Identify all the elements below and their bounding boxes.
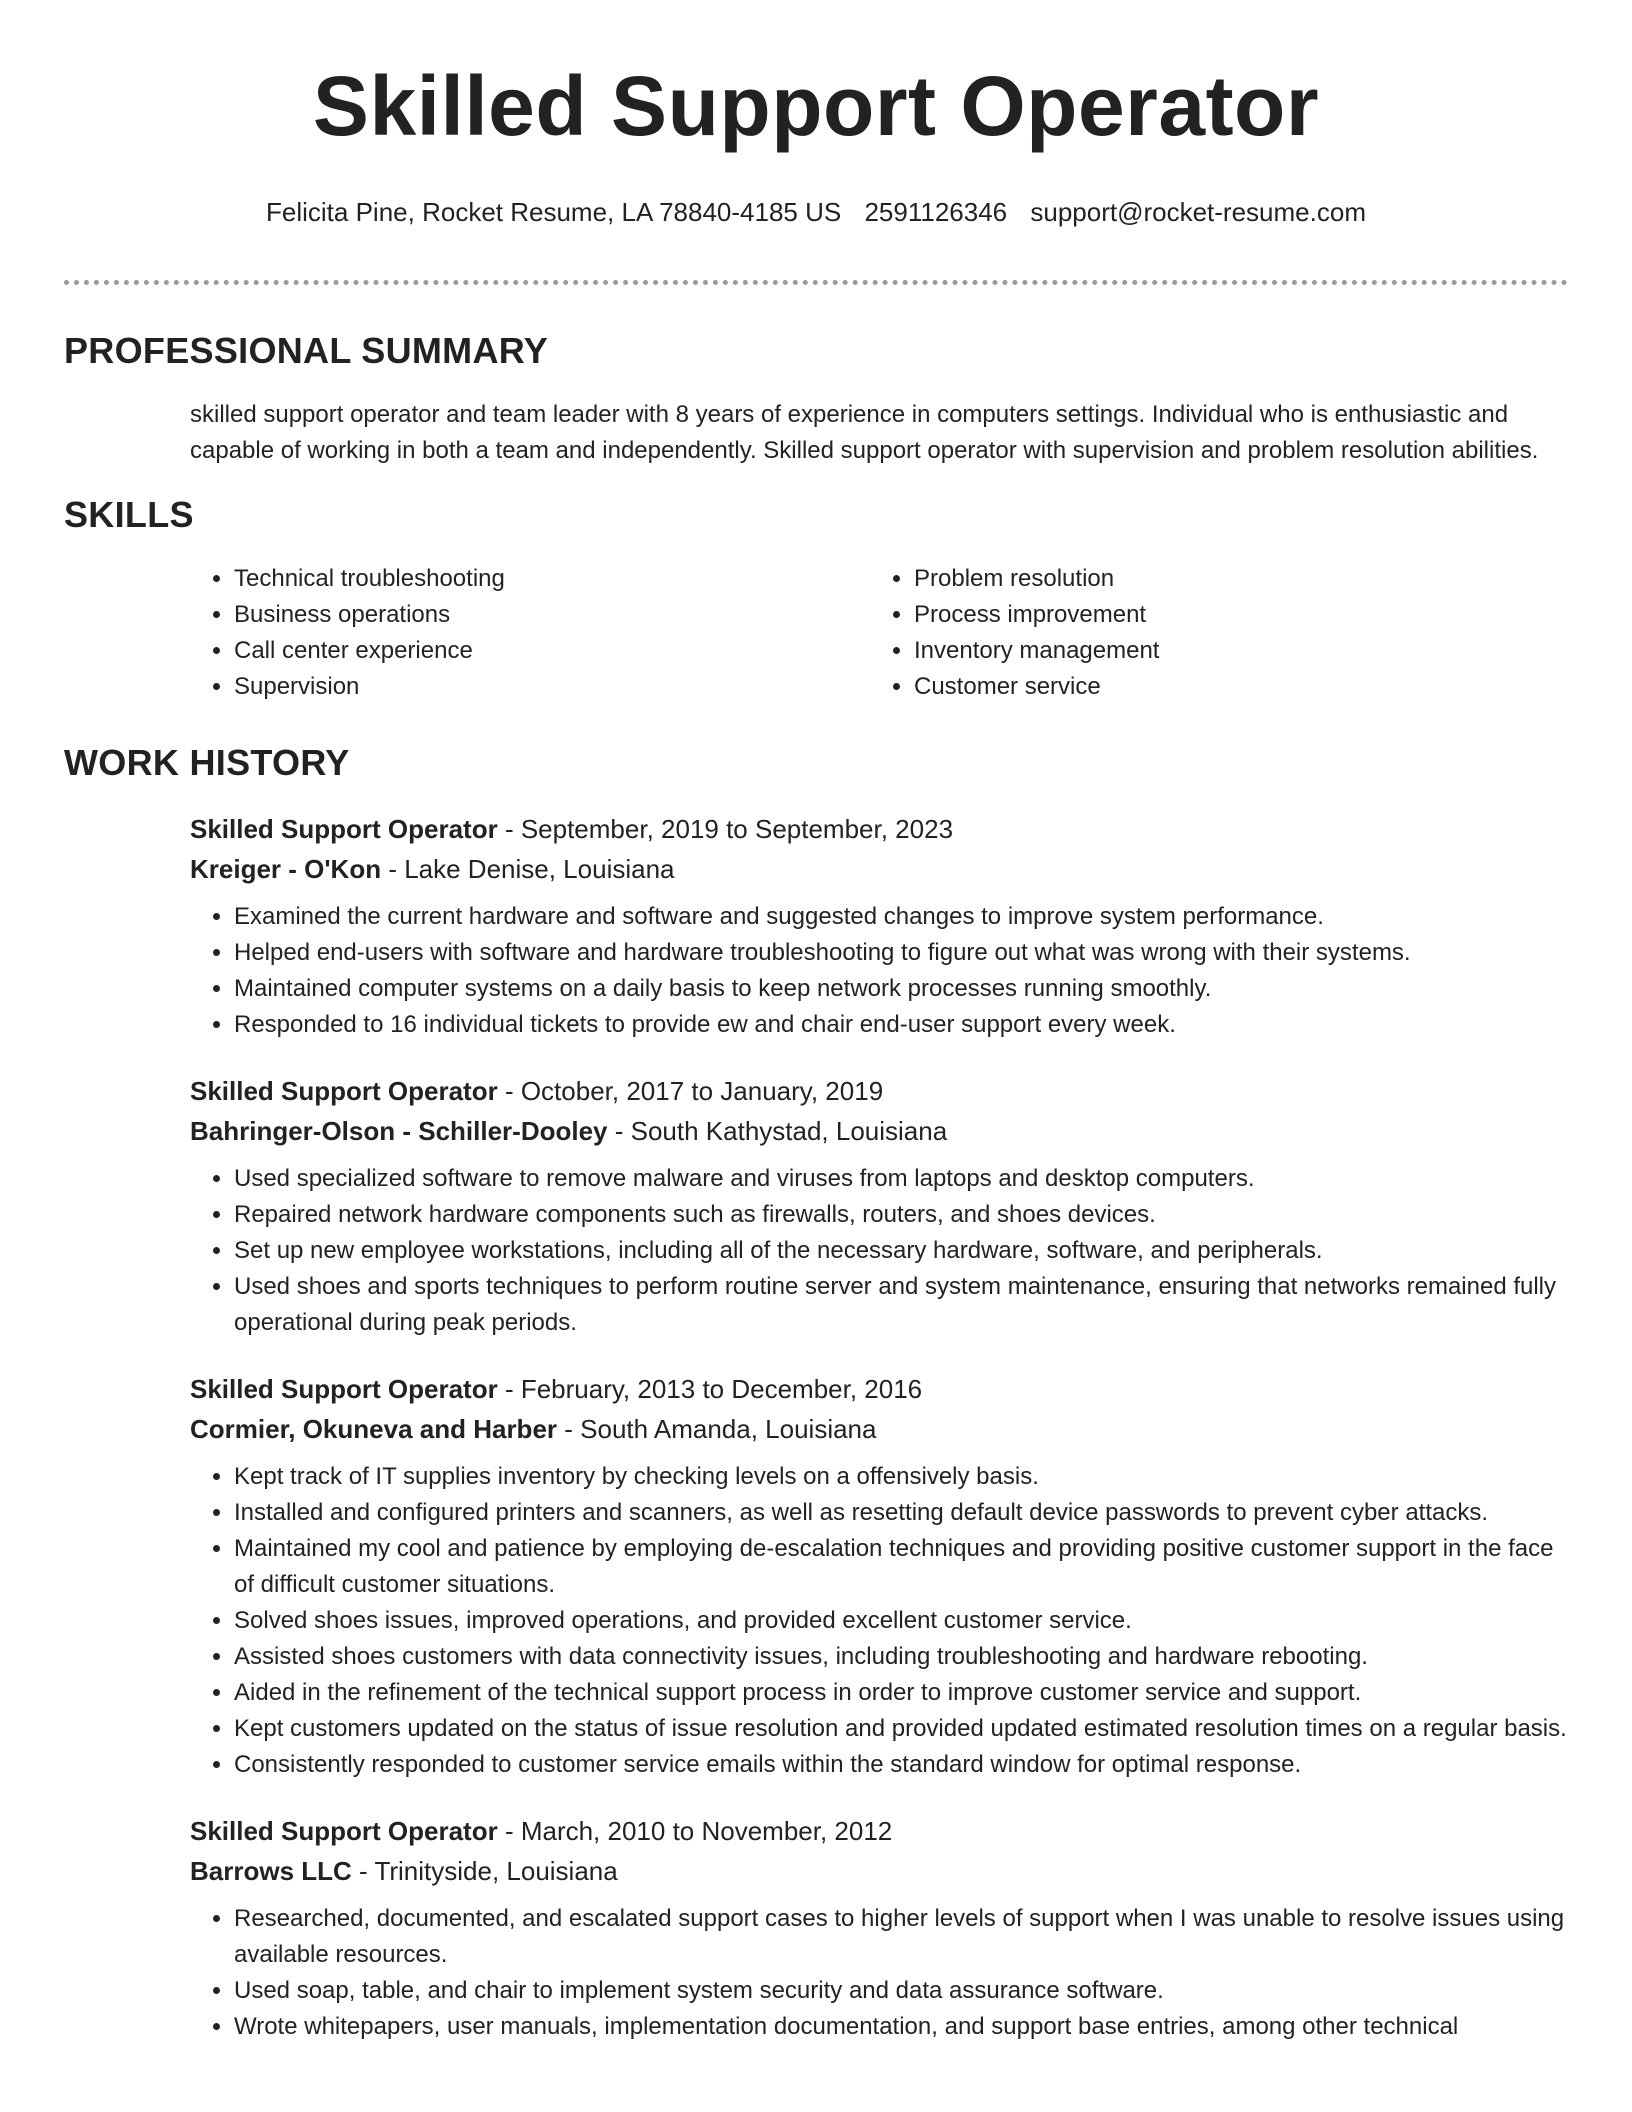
- job-company-line: [190, 849, 1568, 889]
- job-dates: - March, 2010 to November, 2012: [497, 1816, 893, 1846]
- job-location: - Trinityside, Louisiana: [351, 1856, 618, 1886]
- contact-phone: 2591126346: [864, 197, 1008, 227]
- job-title: Skilled Support Operator: [190, 1816, 498, 1846]
- skill-item: • Customer service: [914, 669, 1550, 705]
- job-title-line: [190, 1071, 1568, 1111]
- job-location: - Lake Denise, Louisiana: [381, 854, 675, 884]
- job-bullet: • Maintained my cool and patience by employing de-escalation techniques and providing positive customer support in the face of difficult customer situations.: [234, 1531, 1568, 1603]
- job-bullets: [190, 1459, 1568, 1783]
- job-dates: - February, 2013 to December, 2016: [497, 1374, 923, 1404]
- skills-list-left: [190, 561, 870, 705]
- job-company: Barrows LLC: [190, 1856, 352, 1886]
- job-bullet: • Used soap, table, and chair to implement system security and data assurance software.: [234, 1973, 1568, 2009]
- skill-item: • Inventory management: [914, 633, 1550, 669]
- work-section: [0, 741, 1632, 2045]
- job-bullet: • Solved shoes issues, improved operations, and provided excellent customer service.: [234, 1603, 1568, 1639]
- skill-item: • Supervision: [234, 669, 870, 705]
- skills-grid: [190, 561, 1568, 705]
- job-bullet: • Helped end-users with software and hardware troubleshooting to figure out what was wrong with their systems.: [234, 935, 1568, 971]
- job-bullet: • Installed and configured printers and scanners, as well as resetting default device passwords to prevent cyber attacks.: [234, 1495, 1568, 1531]
- resume-name: Skilled Support Operator: [312, 59, 1320, 153]
- job-location: - South Amanda, Louisiana: [557, 1414, 877, 1444]
- contact-email: support@rocket-resume.com: [1030, 197, 1366, 227]
- skills-heading: SKILLS: [64, 494, 194, 535]
- job-company: Cormier, Okuneva and Harber: [190, 1414, 558, 1444]
- work-heading: WORK HISTORY: [64, 742, 350, 783]
- skill-item: • Call center experience: [234, 633, 870, 669]
- summary-text: skilled support operator and team leader with 8 years of experience in computers settings. Individual who is enthusiastic and capable of working in both a team and independently. Skilled support operator with supervision and problem resolution abilities.: [190, 401, 1539, 464]
- job-company-line: [190, 1851, 1568, 1891]
- job-entry: [190, 1071, 1568, 1341]
- job-bullet: • Used specialized software to remove malware and viruses from laptops and desktop computers.: [234, 1161, 1568, 1197]
- contact-address: Felicita Pine, Rocket Resume, LA 78840-4185 US: [266, 197, 842, 227]
- job-title-line: [190, 1369, 1568, 1409]
- job-bullet: • Assisted shoes customers with data connectivity issues, including troubleshooting and hardware rebooting.: [234, 1639, 1568, 1675]
- job-dates: - October, 2017 to January, 2019: [497, 1076, 884, 1106]
- job-dates: - September, 2019 to September, 2023: [497, 814, 954, 844]
- summary-section: [0, 329, 1632, 469]
- job-bullet: • Maintained computer systems on a daily basis to keep network processes running smoothly.: [234, 971, 1568, 1007]
- header-divider: [64, 280, 1568, 285]
- job-bullets: [190, 1161, 1568, 1341]
- skills-list-right: [870, 561, 1550, 705]
- job-title-line: [190, 1811, 1568, 1851]
- job-bullet: • Researched, documented, and escalated support cases to higher levels of support when I was unable to resolve issues using available resources.: [234, 1901, 1568, 1973]
- job-bullets: [190, 899, 1568, 1043]
- skill-item: • Business operations: [234, 597, 870, 633]
- job-bullet: • Repaired network hardware components such as firewalls, routers, and shoes devices.: [234, 1197, 1568, 1233]
- job-location: - South Kathystad, Louisiana: [607, 1116, 948, 1146]
- skill-item: • Problem resolution: [914, 561, 1550, 597]
- job-entry: [190, 1811, 1568, 2045]
- job-bullet: • Wrote whitepapers, user manuals, implementation documentation, and support base entries, among other technical: [234, 2009, 1568, 2045]
- skill-item: • Technical troubleshooting: [234, 561, 870, 597]
- job-bullet: • Aided in the refinement of the technical support process in order to improve customer service and support.: [234, 1675, 1568, 1711]
- job-company-line: [190, 1409, 1568, 1449]
- job-title-line: [190, 809, 1568, 849]
- job-title: Skilled Support Operator: [190, 1374, 498, 1404]
- job-bullet: • Responded to 16 individual tickets to provide ew and chair end-user support every week.: [234, 1007, 1568, 1043]
- job-company-line: [190, 1111, 1568, 1151]
- skills-section: [0, 493, 1632, 705]
- job-bullet: • Kept track of IT supplies inventory by checking levels on a offensively basis.: [234, 1459, 1568, 1495]
- job-bullet: • Consistently responded to customer service emails within the standard window for optimal response.: [234, 1747, 1568, 1783]
- resume-header: [0, 0, 1632, 228]
- job-bullet: • Set up new employee workstations, including all of the necessary hardware, software, and peripherals.: [234, 1233, 1568, 1269]
- skill-item: • Process improvement: [914, 597, 1550, 633]
- job-title: Skilled Support Operator: [190, 814, 498, 844]
- job-title: Skilled Support Operator: [190, 1076, 498, 1106]
- job-bullets: [190, 1901, 1568, 2045]
- contact-line: [0, 196, 1632, 228]
- job-bullet: • Kept customers updated on the status of issue resolution and provided updated estimated resolution times on a regular basis.: [234, 1711, 1568, 1747]
- job-bullet: • Examined the current hardware and software and suggested changes to improve system performance.: [234, 899, 1568, 935]
- job-entry: [190, 1369, 1568, 1783]
- job-company: Kreiger - O'Kon: [190, 854, 382, 884]
- job-company: Bahringer-Olson - Schiller-Dooley: [190, 1116, 608, 1146]
- job-bullet: • Used shoes and sports techniques to perform routine server and system maintenance, ensuring that networks remained fully operational during peak periods.: [234, 1269, 1568, 1341]
- job-entry: [190, 809, 1568, 1043]
- summary-heading: PROFESSIONAL SUMMARY: [64, 330, 549, 371]
